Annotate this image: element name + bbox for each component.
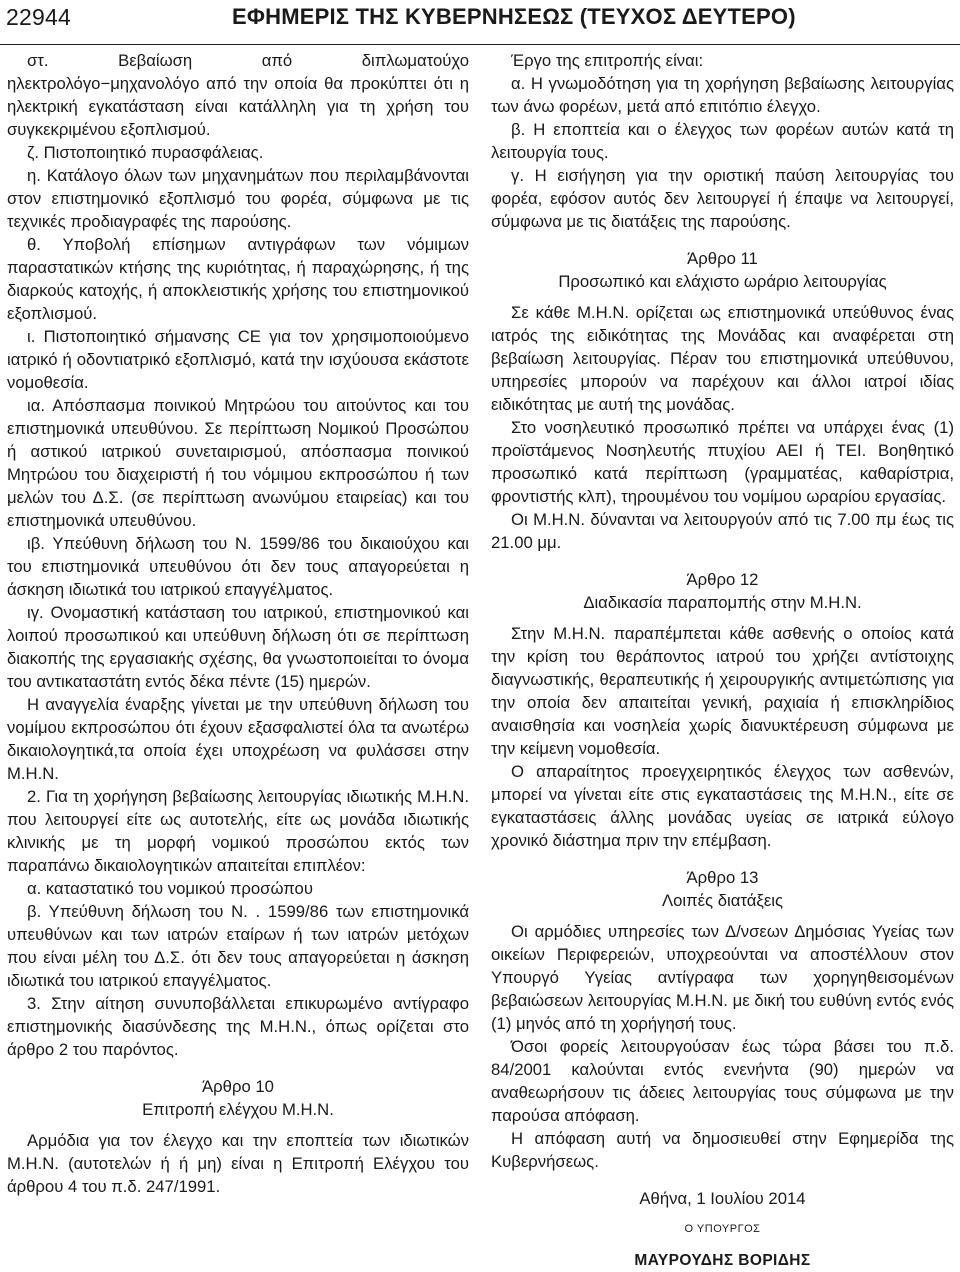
signatory-name: ΜΑΥΡΟΥΔΗΣ ΒΟΡΙΔΗΣ: [634, 1252, 811, 1269]
article-11-title: Προσωπικό και ελάχιστο ωράριο λειτουργίας: [558, 272, 887, 291]
spacer: [491, 614, 954, 622]
committee-duties-intro: Έργο της επιτροπής είναι:: [511, 51, 704, 70]
article-13-title: Λοιπές διατάξεις: [661, 891, 784, 910]
article-12-title: Διαδικασία παραπομπής στην Μ.Η.Ν.: [583, 593, 862, 612]
paragraph-th: θ. Υποβολή επίσημων αντιγράφων των νόμιμων παραστατικών κτήσης της κυριότητας, ή παραχώρησης, ή της διαρκούς κατοχής, ή αποκλειστικής χρήσης του επιστημονικού εξοπλισμού.: [7, 235, 469, 323]
article-12-paragraph: Στην Μ.Η.Ν. παραπέμπεται κάθε ασθενής ο οποίος κατά την κρίση του θεράποντος ιατρού του χρήζει αντίστοιχης διαγνωστικής, θεραπευτικής ή χειρουργικής αντιμετώπισης για την οποία δεν απαιτείται γενική, ραχιαία ή επισκληρίδιος αναισθησία και νοσηλεία χωρίς διανυκτέρευση σύμφωνα με την κείμενη νομοθεσία.: [491, 624, 954, 758]
spacer: [491, 554, 954, 568]
article-12-number: Άρθρο 12: [686, 570, 759, 589]
paragraph-2: 2. Για τη χορήγηση βεβαίωσης λειτουργίας ιδιωτικής Μ.Η.Ν. που λειτουργεί είτε ως αυτοτελής, είτε ως μονάδα ιδιωτικής κλινικής με τη μορφή νομικού προσώπου εκτός των παραπάνω δικαιολογητικών απαιτείται επιπλέον:: [7, 787, 469, 875]
article-12-paragraph: Ο απαραίτητος προεγχειρητικός έλεγχος των ασθενών, μπορεί να γίνεται είτε στις εγκαταστάσεις της Μ.Η.Ν., είτε σε εγκαταστάσεις άλλης μονάδας υγείας σε ιατρικά εύλογο χρονικό διάστημα πριν την επέμβαση.: [491, 762, 954, 850]
paragraph-announcement: Η αναγγελία έναρξης γίνεται με την υπεύθυνη δήλωση του νομίμου εκπροσώπου ότι έχουν εξασφαλιστεί όλα τα ανωτέρω δικαιολογητικά,τα οποία έχει υποχρέωση να φυλάσσει στην Μ.Η.Ν.: [7, 695, 469, 783]
article-13-paragraph: Όσοι φορείς λειτουργούσαν έως τώρα βάσει του π.δ. 84/2001 καλούνται εντός ενενήντα (90) ημερών να αναθεωρήσουν τις άδειες λειτουργίας τους σύμφωνα με την παρούσα απόφαση.: [491, 1037, 954, 1125]
paragraph-iota: ι. Πιστοποιητικό σήμανσης CE για τον χρησιμοποιούμενο ιατρικό ή οδοντιατρικό εξοπλισμό, κατά την ισχύουσα εκάστοτε νομοθεσία.: [7, 327, 469, 392]
committee-duty-c: γ. Η εισήγηση για την οριστική παύση λειτουργίας του φορέα, εφόσον αυτός δεν λειτουργεί ή έπαψε να λειτουργεί, σύμφωνα με τις διατάξεις της παρούσης.: [491, 166, 954, 231]
spacer: [7, 1061, 469, 1075]
spacer: [491, 912, 954, 920]
paragraph-st: στ. Βεβαίωση από διπλωματούχο ηλεκτρολόγο−μηχανολόγο από την οποία θα προκύπτει ότι η ηλεκτρική εγκατάσταση είναι κατάλληλη για τη χρήση του συγκεκριμένου εξοπλισμού.: [7, 51, 469, 139]
spacer: [491, 293, 954, 301]
spacer: [491, 852, 954, 866]
paragraph-ig: ιγ. Ονομαστική κατάσταση του ιατρικού, επιστημονικού και λοιπού προσωπικού και υπεύθυνη δήλωση ότι σε περίπτωση διακοπής της εργασιακής σχέσης, θα γνωστοποιείται το όνομα του αντικαταστάτη εντός δέκα πέντε (15) ημερών.: [7, 603, 469, 691]
paragraph-ib: ιβ. Υπεύθυνη δήλωση του Ν. 1599/86 του δικαιούχου και του επιστημονικά υπευθύνου ότι δεν τους απαγορεύεται η άσκηση ιδιωτικά του ιατρικού επαγγέλματος.: [7, 534, 469, 599]
article-11-paragraph: Στο νοσηλευτικό προσωπικό πρέπει να υπάρχει ένας (1) προϊστάμενος Νοσηλευτής πτυχίου ΑΕΙ ή ΤΕΙ. Βοηθητικό προσωπικό κατά περίπτωση (γραμματέας, καθαρίστρια, φροντιστής κλπ), τηρουμένου του νομίμου ωραρίου εργασίας.: [491, 418, 954, 506]
paragraph-i: η. Κατάλογο όλων των μηχανημάτων που περιλαμβάνονται στον επιστημονικό εξοπλισμό του φορέα, σύμφωνα με τις τεχνικές προδιαγραφές της παρούσης.: [7, 166, 469, 231]
article-13-paragraph: Οι αρμόδιες υπηρεσίες των Δ/νσεων Δημόσιας Υγείας των οικείων Περιφερειών, υποχρεούνται να αποστέλλουν στον Υπουργό Υγείας αντίγραφα των χορηγηθεισομένων βεβαιώσεων λειτουργίας Μ.Η.Ν. με δική του ευθύνη εντός ενός (1) μηνός από τη χορήγησή τους.: [491, 922, 954, 1033]
committee-duty-b: β. Η εποπτεία και ο έλεγχος των φορέων αυτών κατά τη λειτουργία τους.: [491, 120, 954, 162]
right-column: [491, 49, 954, 1272]
article-10-number: Άρθρο 10: [202, 1077, 274, 1096]
paragraph-2b: β. Υπεύθυνη δήλωση του Ν. . 1599/86 των επιστημονικά υπευθύνων και των ιατρών εταίρων ή των ιατρών μετόχων που είναι μέλη του Δ.Σ. ότι δεν τους απαγορεύεται η άσκηση ιδιωτικά του ιατρικού επαγγέλματος.: [7, 902, 469, 990]
article-11-paragraph: Σε κάθε Μ.Η.Ν. ορίζεται ως επιστημονικά υπεύθυνος ένας ιατρός της ειδικότητας της Μονάδας και αναφέρεται στη βεβαίωση λειτουργίας. Πέραν του επιστημονικά υπεύθυνου, υπηρεσίες μπορούν να παρέχουν και άλλοι ιατροί ιδίας ειδικότητας με αυτή της μονάδας.: [491, 303, 954, 414]
gazette-title: ΕΦΗΜΕΡΙΣ ΤΗΣ ΚΥΒΕΡΝΗΣΕΩΣ (ΤΕΥΧΟΣ ΔΕΥΤΕΡΟ): [232, 4, 796, 29]
left-column: [7, 49, 469, 1198]
article-13-number: Άρθρο 13: [686, 868, 759, 887]
spacer: [7, 1121, 469, 1129]
article-13-paragraph: Η απόφαση αυτή να δημοσιευθεί στην Εφημερίδα της Κυβερνήσεως.: [491, 1129, 954, 1171]
article-10-title: Επιτροπή ελέγχου Μ.Η.Ν.: [142, 1100, 334, 1119]
article-11-paragraph: Οι Μ.Η.Ν. δύνανται να λειτουργούν από τις 7.00 πμ έως τις 21.00 μμ.: [491, 510, 954, 552]
paragraph-3: 3. Στην αίτηση συνυποβάλλεται επικυρωμένο αντίγραφο επιστημονικής διασύνδεσης της Μ.Η.Ν., όπως ορίζεται στο άρθρο 2 του παρόντος.: [7, 994, 469, 1059]
committee-duty-a: α. Η γνωμοδότηση για τη χορήγηση βεβαίωσης λειτουργίας των άνω φορέων, μετά από επιτόπιο έλεγχο.: [491, 74, 954, 116]
article-11-number: Άρθρο 11: [687, 249, 758, 268]
article-10-body: Αρμόδια για τον έλεγχο και την εποπτεία των ιδιωτικών Μ.Η.Ν. (αυτοτελών ή ή μη) είναι η Επιτροπή Ελέγχου του άρθρου 4 του π.δ. 247/1991.: [7, 1131, 469, 1196]
paragraph-2a: α. καταστατικό του νομικού προσώπου: [27, 879, 313, 898]
spacer: [491, 1241, 954, 1249]
spacer: [491, 233, 954, 247]
spacer: [491, 1210, 954, 1218]
paragraph-ia: ια. Απόσπασμα ποινικού Μητρώου του αιτούντος και του επιστημονικά υπευθύνου. Σε περίπτωση Νομικού Προσώπου ή αστικού ιατρικού συνεταιρισμού, απόσπασμα ποινικού Μητρώου του διαχειριστή ή του νόμιμου εκπροσώπου ή των μελών του Δ.Σ. (σε περίπτωση ανωνύμου εταιρείας) και του επιστημονικά υπευθύνου.: [7, 396, 469, 530]
page-number: 22944: [6, 4, 71, 30]
place-date: Αθήνα, 1 Ιουλίου 2014: [639, 1189, 806, 1208]
paragraph-z: ζ. Πιστοποιητικό πυρασφάλειας.: [27, 143, 264, 162]
page-header: [0, 0, 960, 45]
spacer: [491, 1173, 954, 1187]
signatory-role: Ο ΥΠΟΥΡΓΟΣ: [684, 1223, 761, 1235]
